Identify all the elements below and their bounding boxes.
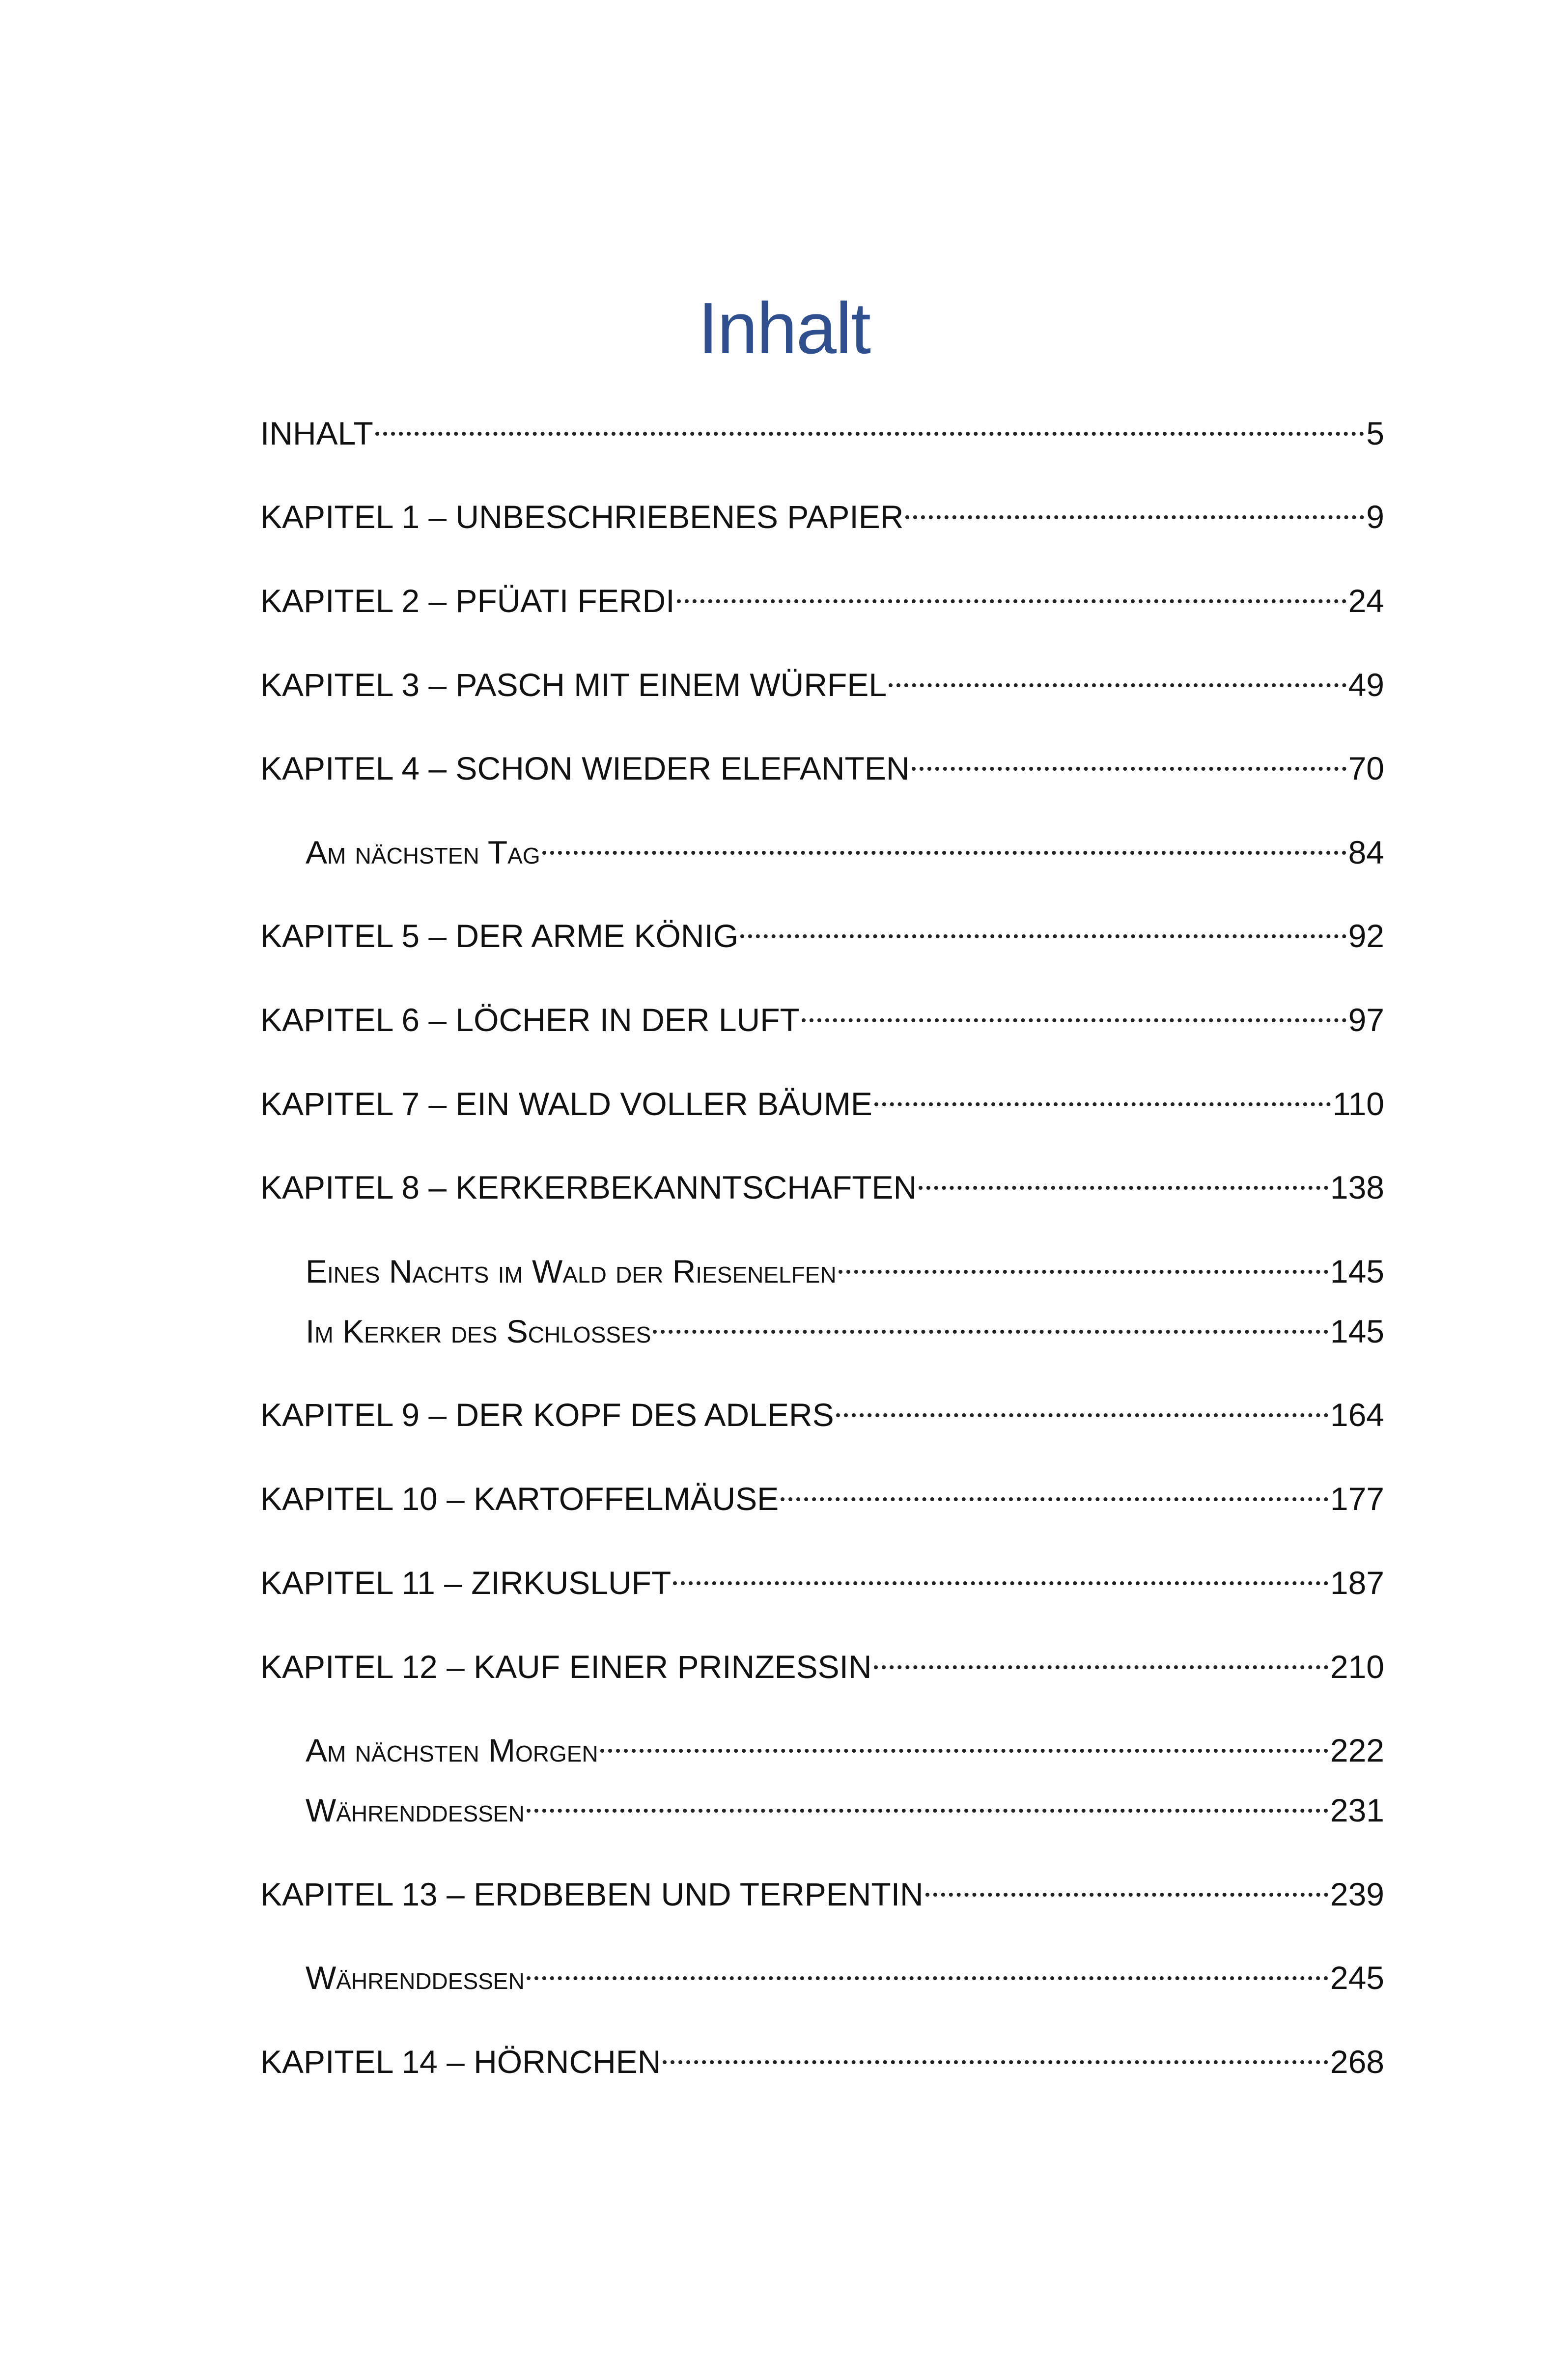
toc-entry-label: INHALT: [260, 415, 373, 451]
toc-subentry[interactable]: [306, 819, 1384, 874]
dot-leader: [912, 735, 1346, 780]
dot-leader: [677, 568, 1346, 612]
toc-entry-page: 9: [1366, 499, 1384, 535]
toc-entry-page: 110: [1332, 1086, 1384, 1122]
toc-entry-label: Am nächsten Morgen: [306, 1732, 598, 1768]
dot-leader: [653, 1298, 1328, 1343]
toc-entry-page: 138: [1330, 1169, 1384, 1205]
toc-entry-label: KAPITEL 3 – PASCH MIT EINEM WÜRFEL: [260, 667, 887, 703]
toc-subentry[interactable]: [306, 1298, 1384, 1353]
toc-entry-page: 268: [1330, 2044, 1384, 2080]
toc-entry-page: 177: [1330, 1481, 1384, 1517]
toc-entry-page: 231: [1330, 1792, 1384, 1828]
toc-entry[interactable]: [260, 652, 1384, 707]
toc-entry-label: KAPITEL 6 – LÖCHER IN DER LUFT: [260, 1002, 800, 1038]
toc-entry-label: KAPITEL 13 – ERDBEBEN UND TERPENTIN: [260, 1876, 924, 1912]
toc-subentry[interactable]: [306, 1945, 1384, 2000]
toc-entry-page: 84: [1348, 834, 1384, 870]
page-title: Inhalt: [698, 288, 870, 369]
toc-entry-page: 164: [1330, 1397, 1384, 1433]
toc-entry-page: 70: [1348, 750, 1384, 786]
dot-leader: [527, 1945, 1328, 1989]
toc-entry-label: KAPITEL 12 – KAUF EINER PRINZESSIN: [260, 1649, 872, 1685]
toc-entry[interactable]: [260, 400, 1384, 455]
dot-leader: [375, 400, 1364, 445]
dot-leader: [740, 903, 1346, 947]
toc-entry-label: Währenddessen: [306, 1792, 525, 1828]
dot-leader: [839, 1238, 1328, 1283]
toc-entry-label: KAPITEL 14 – HÖRNCHEN: [260, 2044, 661, 2080]
dot-leader: [600, 1717, 1328, 1762]
toc-entry-label: KAPITEL 10 – KARTOFFELMÄUSE: [260, 1481, 779, 1517]
toc-entry-page: 145: [1330, 1313, 1384, 1349]
dot-leader: [836, 1382, 1328, 1426]
toc-entry-label: Am nächsten Tag: [306, 834, 540, 870]
toc-entry[interactable]: [260, 484, 1384, 539]
toc-entry-page: 210: [1330, 1649, 1384, 1685]
toc-entry-label: Im Kerker des Schlosses: [306, 1313, 651, 1349]
dot-leader: [527, 1777, 1328, 1822]
toc-entry[interactable]: [260, 735, 1384, 790]
dot-leader: [673, 1550, 1328, 1594]
toc-entry-page: 5: [1366, 415, 1384, 451]
toc-entry[interactable]: [260, 1861, 1384, 1916]
toc-entry[interactable]: [260, 987, 1384, 1042]
dot-leader: [905, 484, 1364, 528]
toc-entry[interactable]: [260, 903, 1384, 958]
toc-entry-label: Währenddessen: [306, 1960, 525, 1996]
toc-entry-page: 97: [1348, 1002, 1384, 1038]
toc-entry-page: 145: [1330, 1253, 1384, 1289]
dot-leader: [542, 819, 1346, 864]
dot-leader: [874, 1634, 1328, 1678]
toc-entry-label: KAPITEL 11 – ZIRKUSLUFT: [260, 1565, 672, 1601]
toc-entry-label: KAPITEL 5 – DER ARME KÖNIG: [260, 918, 739, 954]
dot-leader: [874, 1071, 1331, 1115]
toc-entry-page: 222: [1330, 1732, 1384, 1768]
toc-entry[interactable]: [260, 1466, 1384, 1521]
toc-entry-page: 239: [1330, 1876, 1384, 1912]
dot-leader: [919, 1154, 1328, 1199]
toc-entry-label: KAPITEL 2 – PFÜATI FERDI: [260, 583, 675, 619]
toc-entry[interactable]: [260, 1382, 1384, 1437]
toc-entry[interactable]: [260, 1634, 1384, 1689]
toc-entry[interactable]: [260, 1154, 1384, 1209]
toc-entry-page: 92: [1348, 918, 1384, 954]
toc-subentry[interactable]: [306, 1777, 1384, 1832]
dot-leader: [889, 652, 1346, 696]
dot-leader: [781, 1466, 1328, 1510]
toc-entry[interactable]: [260, 1550, 1384, 1605]
toc-entry-label: KAPITEL 8 – KERKERBEKANNTSCHAFTEN: [260, 1169, 917, 1205]
toc-subentry[interactable]: [306, 1717, 1384, 1772]
toc-entry-label: KAPITEL 9 – DER KOPF DES ADLERS: [260, 1397, 834, 1433]
toc-entry-label: KAPITEL 7 – EIN WALD VOLLER BÄUME: [260, 1086, 872, 1122]
dot-leader: [802, 987, 1346, 1031]
toc-entry-label: KAPITEL 1 – UNBESCHRIEBENES PAPIER: [260, 499, 904, 535]
toc-entry-page: 187: [1330, 1565, 1384, 1601]
table-of-contents: [260, 0, 1384, 2354]
dot-leader: [925, 1861, 1328, 1906]
dot-leader: [663, 2029, 1328, 2073]
toc-entry-label: KAPITEL 4 – SCHON WIEDER ELEFANTEN: [260, 750, 910, 786]
toc-entry-page: 49: [1348, 667, 1384, 703]
toc-entry[interactable]: [260, 568, 1384, 623]
toc-entry[interactable]: [260, 1071, 1384, 1126]
toc-entry[interactable]: [260, 2029, 1384, 2084]
toc-entry-label: Eines Nachts im Wald der Riesenelfen: [306, 1253, 837, 1289]
toc-entry-page: 24: [1348, 583, 1384, 619]
toc-subentry[interactable]: [306, 1238, 1384, 1293]
toc-entry-page: 245: [1330, 1960, 1384, 1996]
